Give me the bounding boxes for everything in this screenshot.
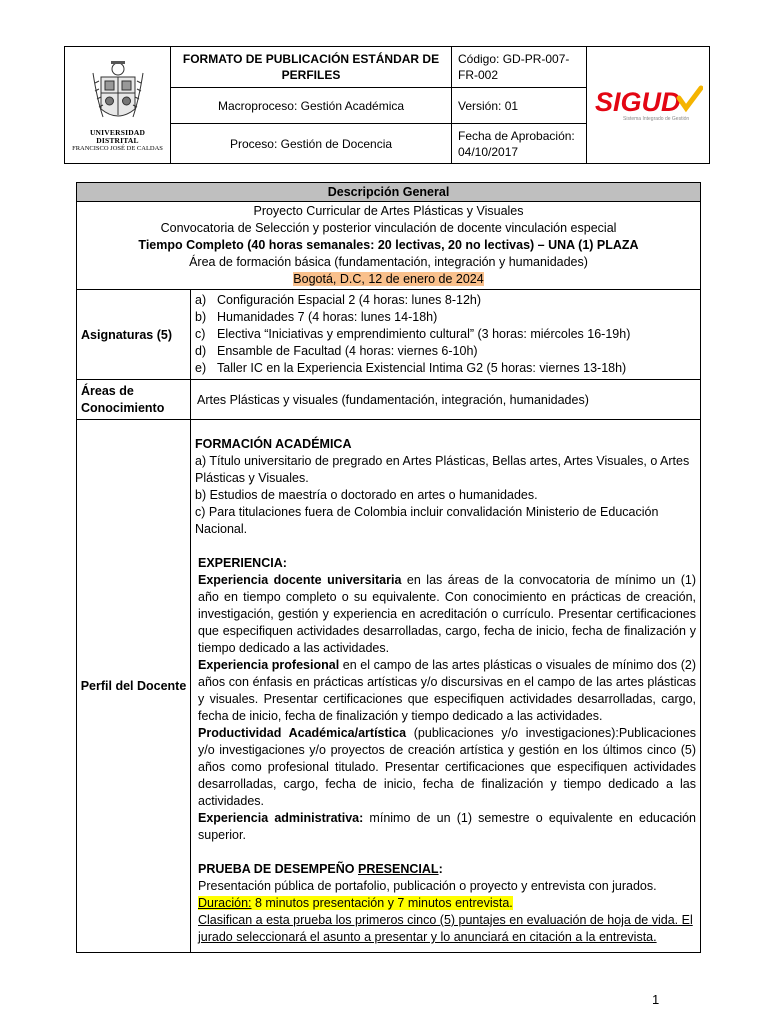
- productividad-academica: Productividad Académica/artística (publicaciones y/o investigaciones):Publicaciones y/o investigaciones y/o proyectos de creación artística y gestión en los últimos cinco (5) años como profesional titulado. Presentar certificaciones que especifiquen actividades desarrolladas, cargo, fecha de inicio, fecha de finalización y tiempo dedicado a las actividades.: [198, 726, 697, 808]
- descripcion-line1: Proyecto Curricular de Artes Plásticas y Visuales: [253, 204, 524, 218]
- document-title: FORMATO DE PUBLICACIÓN ESTÁNDAR DE PERFILES: [171, 47, 452, 88]
- list-item: d) Ensamble de Facultad (4 horas: viernes 6-10h): [195, 344, 478, 358]
- page-number: 1: [652, 992, 660, 1007]
- proceso: Proceso: Gestión de Docencia: [171, 124, 452, 164]
- descripcion-general: [77, 202, 701, 290]
- asignaturas-list: [191, 290, 701, 380]
- sigud-wordmark: SIGUD: [595, 86, 681, 117]
- descripcion-line2: Convocatoria de Selección y posterior vinculación de docente vinculación especial: [160, 221, 617, 235]
- sigud-logo-icon: [593, 84, 703, 124]
- university-crest-icon: [89, 59, 147, 129]
- descripcion-date: Bogotá, D.C, 12 de enero de 2024: [293, 272, 484, 286]
- perfil-content: [191, 420, 701, 953]
- university-name: UNIVERSIDAD DISTRITAL: [89, 127, 146, 145]
- clasifican-text: Clasifican a esta prueba los primeros cinco (5) puntajes en evaluación de hoja de vida. El jurado seleccionará el asunto a presentar y lo anunciará en citación a la entrevista.: [198, 913, 693, 944]
- list-item: a) Configuración Espacial 2 (4 horas: lunes 8-12h): [195, 293, 482, 307]
- duracion: Duración: 8 minutos presentación y 7 minutos entrevista.: [198, 896, 513, 910]
- university-subname: FRANCISCO JOSÉ DE CALDAS: [72, 144, 163, 152]
- document-version: Versión: 01: [452, 88, 587, 124]
- experiencia-docente: Experiencia docente universitaria en las áreas de la convocatoria de mínimo un (1) año en tiempo completo o su equivalente. Con conocimiento en prácticas de creación, investigación, gestión y experiencia en acreditación o currículo. Presentar certificaciones que especifiquen actividades desarrolladas, cargo, fecha de inicio, fecha de finalización y tiempo dedicado a las actividades.: [198, 573, 697, 655]
- descripcion-heading: Descripción General: [77, 183, 701, 202]
- document-header: [64, 46, 710, 164]
- descripcion-line3: Tiempo Completo (40 horas semanales: 20 lectivas, 20 no lectivas) – UNA (1) PLAZA: [138, 238, 639, 252]
- macroproceso: Macroproceso: Gestión Académica: [171, 88, 452, 124]
- areas-text: Artes Plásticas y visuales (fundamentación, integración, humanidades): [191, 380, 701, 420]
- experiencia-administrativa: Experiencia administrativa: mínimo de un (1) semestre o equivalente en educación superior.: [198, 811, 697, 842]
- list-item: c) Electiva “Iniciativas y emprendimiento cultural” (3 horas: miércoles 16-19h): [195, 327, 631, 341]
- university-logo: [65, 47, 171, 164]
- formacion-c: c) Para titulaciones fuera de Colombia incluir convalidación Ministerio de Educación Nacional.: [195, 505, 659, 536]
- prueba-heading: PRUEBA DE DESEMPEÑO PRESENCIAL:: [198, 862, 443, 876]
- list-item: b) Humanidades 7 (4 horas: lunes 14-18h): [195, 310, 438, 324]
- formacion-b: b) Estudios de maestría o doctorado en artes o humanidades.: [195, 488, 538, 502]
- formacion-heading: FORMACIÓN ACADÉMICA: [195, 437, 352, 451]
- perfil-label: Perfil del Docente: [77, 420, 191, 953]
- formacion-a: a) Título universitario de pregrado en Artes Plásticas, Bellas artes, Artes Visuales, o Artes Plásticas y Visuales.: [195, 454, 690, 485]
- list-item: e) Taller IC en la Experiencia Existencial Intima G2 (5 horas: viernes 13-18h): [195, 361, 627, 375]
- approval-date: Fecha de Aprobación: 04/10/2017: [452, 124, 587, 164]
- descripcion-line4: Área de formación básica (fundamentación, integración y humanidades): [189, 255, 588, 269]
- prueba-text: Presentación pública de portafolio, publicación o proyecto y entrevista con jurados.: [198, 879, 657, 893]
- profile-table: [76, 182, 701, 953]
- areas-label: Áreas de Conocimiento: [77, 380, 191, 420]
- sigud-tagline: Sistema Integrado de Gestión: [623, 115, 690, 122]
- experiencia-profesional: Experiencia profesional en el campo de las artes plásticas o visuales de mínimo dos (2) años con énfasis en prácticas artísticas y/o discursivas en el campo de las artes plásticas y visuales. Presentar certificaciones que especifiquen actividades desarrolladas, cargo, fecha de inicio, fecha de finalización y tiempo dedicado a las actividades.: [198, 658, 697, 723]
- document-code: Código: GD-PR-007-FR-002: [452, 47, 587, 88]
- sigud-logo: [587, 47, 710, 164]
- asignaturas-label: Asignaturas (5): [77, 290, 191, 380]
- experiencia-heading: EXPERIENCIA:: [198, 556, 287, 570]
